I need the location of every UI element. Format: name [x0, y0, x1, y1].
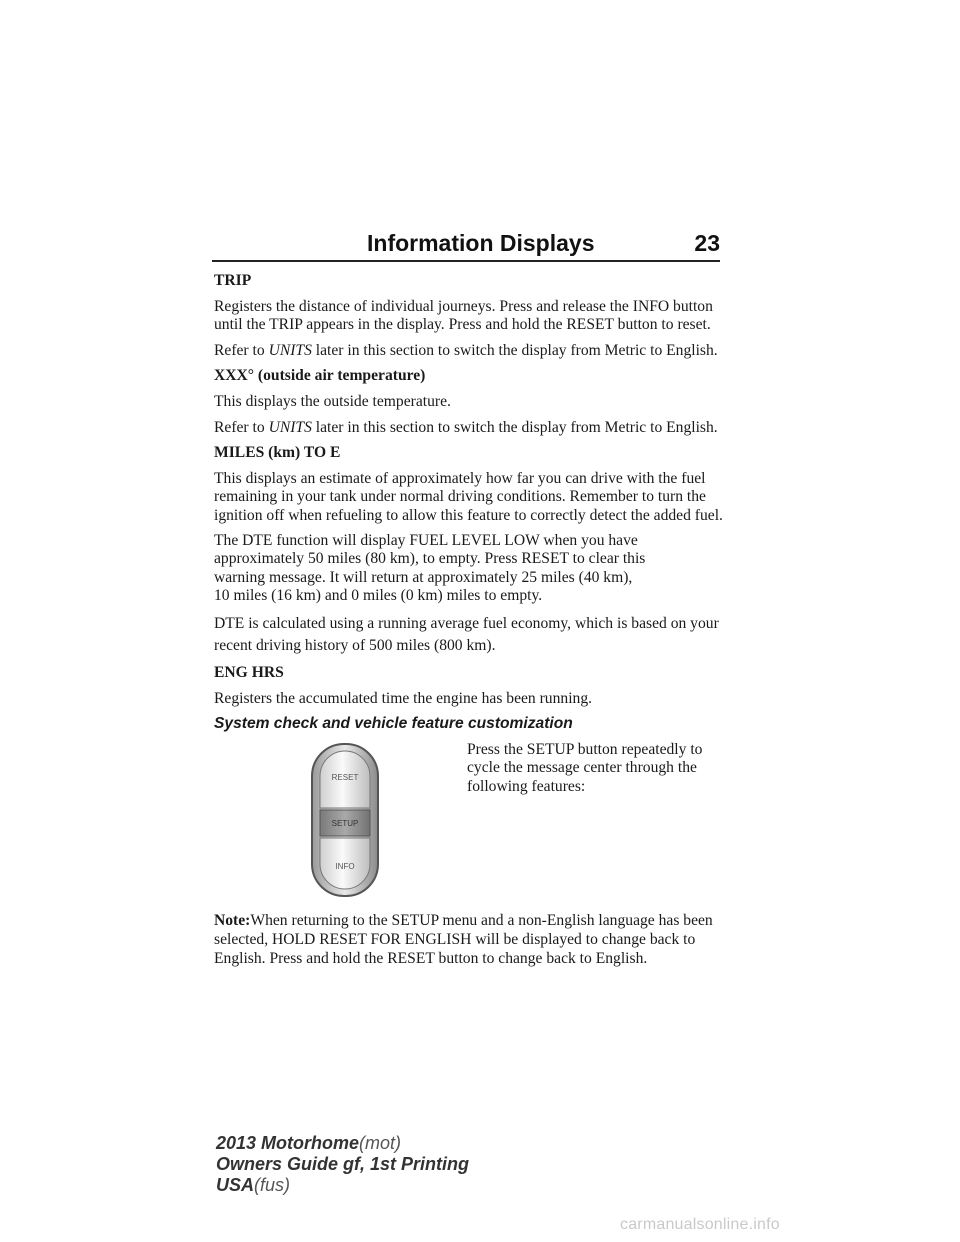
page-number: 23 [694, 230, 720, 256]
button-panel-illustration [310, 742, 380, 898]
footer-line-3 [216, 1175, 469, 1196]
dte-paragraph-2 [214, 532, 724, 605]
section-heading-trip: TRIP [214, 272, 252, 289]
trip-refer-paragraph [214, 342, 724, 360]
section-heading-temperature: XXX° (outside air temperature) [214, 367, 426, 385]
page-content [214, 272, 724, 976]
watermark: carmanualsonline.info [620, 1216, 780, 1233]
setup-label: SETUP [331, 819, 359, 829]
page-footer [216, 1133, 469, 1196]
units-reference: UNITS [268, 418, 312, 436]
setup-instruction-text: Press the SETUP button repeatedly to cycle the message center through the following features: [467, 741, 703, 795]
trip-paragraph: Registers the distance of individual journeys. Press and release the INFO button until the TRIP appears in the display. Press and hold the RESET button to reset. [214, 297, 713, 333]
dte-line: approximately 50 miles (80 km), to empty. Press RESET to clear this [214, 550, 646, 568]
footer-model-code: (mot) [359, 1133, 402, 1153]
eng-hrs-paragraph: Registers the accumulated time the engine has been running. [214, 689, 593, 707]
setup-figure-block [214, 741, 724, 903]
temperature-paragraph: This displays the outside temperature. [214, 393, 451, 411]
dte-line: The DTE function will display FUEL LEVEL LOW when you have [214, 532, 638, 550]
dte-line: 10 miles (16 km) and 0 miles (0 km) miles to empty. [214, 586, 543, 604]
page-title: Information Displays [367, 230, 595, 256]
steering-button-panel [310, 742, 380, 898]
footer-market: USA [216, 1175, 255, 1195]
footer-model: 2013 Motorhome [216, 1133, 360, 1153]
note-text: When returning to the SETUP menu and a non-English language has been selected, HOLD RESET FOR ENGLISH will be displayed to change back to English. Press and hold the RESET button to change back to English. [214, 912, 713, 968]
dte-paragraph-3: DTE is calculated using a running average fuel economy, which is based on your recent driving history of 500 miles (800 km). [214, 614, 719, 654]
footer-line-2: Owners Guide gf, 1st Printing [216, 1154, 470, 1174]
note-label: Note: [214, 912, 251, 930]
section-heading-dte: MILES (km) TO E [214, 444, 341, 462]
footer-market-code: (fus) [254, 1175, 291, 1195]
reset-label: RESET [331, 773, 359, 783]
footer-line-1 [216, 1133, 469, 1154]
info-label: INFO [335, 862, 355, 872]
dte-line: warning message. It will return at approximately 25 miles (40 km), [214, 568, 633, 586]
refer-suffix: later in this section to switch the display from Metric to English. [311, 418, 718, 436]
section-heading-eng-hrs: ENG HRS [214, 664, 284, 682]
units-reference: UNITS [268, 341, 312, 359]
refer-prefix: Refer to [214, 418, 269, 436]
refer-suffix: later in this section to switch the display from Metric to English. [311, 341, 718, 359]
temperature-refer-paragraph [214, 419, 724, 437]
section-heading-system-check: System check and vehicle feature customization [214, 715, 573, 733]
note-paragraph [214, 911, 724, 968]
dte-paragraph-1: This displays an estimate of approximately how far you can drive with the fuel remaining in your tank under normal driving conditions. Remember to turn the ignition off when refueling to allow this feature to correctly detect the added fuel. [214, 470, 723, 524]
refer-prefix: Refer to [214, 341, 269, 359]
page-header [212, 228, 720, 262]
header-rule [212, 260, 720, 262]
